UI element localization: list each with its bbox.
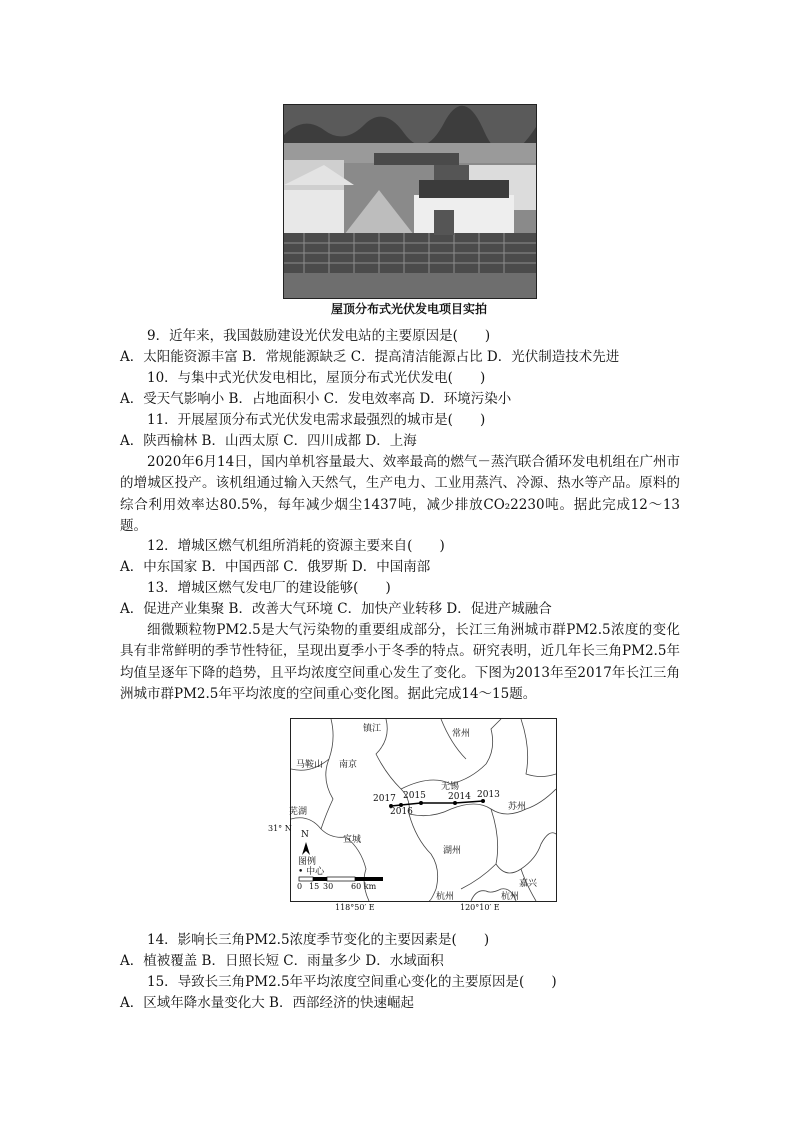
scale-tick-0: 0 <box>297 882 303 891</box>
label-wuhu: 芜湖 <box>289 807 308 817</box>
question-10-stem: 10．与集中式光伏发电相比，屋顶分布式光伏发电( ) <box>147 370 486 386</box>
question-13-options: A．促进产业集聚 B．改善大气环境 C．加快产业转移 D．促进产城融合 <box>120 601 552 617</box>
pm25-centroid-map <box>290 718 557 902</box>
lon-label-west: 118°50′ E <box>335 903 375 912</box>
label-jiaxing: 嘉兴 <box>519 879 538 889</box>
question-10-options: A．受天气影响小 B．占地面积小 C．发电效率高 D．环境污染小 <box>120 391 512 407</box>
lat-label: 31° N <box>268 824 292 833</box>
label-xuancheng: 宣城 <box>343 835 362 845</box>
question-11-options: A．陕西榆林 B．山西太原 C．四川成都 D．上海 <box>120 433 417 449</box>
question-13-stem: 13．增城区燃气发电厂的建设能够( ) <box>147 580 391 596</box>
year-2014: 2014 <box>448 792 471 802</box>
passage-pm25: 细微颗粒物PM2.5是大气污染物的重要组成部分，长江三角洲城市群PM2.5浓度的变化具有非常鲜明的季节性特征，呈现出夏季小于冬季的特点。研究表明，近几年长三角PM2.5年均值呈逐年下降的趋势，且平均浓度空间重心发生了变化。下图为2013年至2017年长江三角洲城市群PM2.5年平均浓度的空间重心变化图。据此完成14～15题。 <box>120 622 680 702</box>
legend-center-item: • 中心 <box>298 867 325 877</box>
question-15-options: A．区域年降水量变化大 B．西部经济的快速崛起 <box>120 995 414 1011</box>
north-label: N <box>301 830 309 840</box>
question-15-stem: 15．导致长三角PM2.5年平均浓度空间重心变化的主要原因是( ) <box>147 974 557 990</box>
scale-tick-30: 30 <box>323 882 334 891</box>
question-9-stem: 9．近年来，我国鼓励建设光伏发电站的主要原因是( ) <box>147 328 491 344</box>
label-hangzhou-1: 杭州 <box>436 892 455 902</box>
passage-gas-power: 2020年6月14日，国内单机容量最大、效率最高的燃气－蒸汽联合循环发电机组在广州市的增城区投产。该机组通过输入天然气，生产电力、工业用蒸汽、冷源、热水等产品。原料的综合利用效率达80.5%，每年减少烟尘1437吨，减少排放CO₂2230吨。据此完成12～13题。 <box>120 454 680 534</box>
legend-title: 图例 <box>298 857 317 867</box>
question-9-options: A．太阳能资源丰富 B．常规能源缺乏 C．提高清洁能源占比 D．光伏制造技术先进 <box>120 349 620 365</box>
label-changzhou: 常州 <box>452 729 471 739</box>
label-suzhou: 苏州 <box>508 802 527 812</box>
label-wuxi: 无锡 <box>441 782 460 792</box>
year-2016: 2016 <box>390 807 413 817</box>
question-12-options: A．中东国家 B．中国西部 C．俄罗斯 D．中国南部 <box>120 559 431 575</box>
question-14-stem: 14．影响长三角PM2.5浓度季节变化的主要因素是( ) <box>147 932 490 948</box>
solar-rooftop-photo <box>283 104 537 299</box>
year-2015: 2015 <box>403 791 426 801</box>
label-maanshan: 马鞍山 <box>296 760 324 770</box>
scale-tick-15: 15 <box>309 882 320 891</box>
question-14-options: A．植被覆盖 B．日照长短 C．雨量多少 D．水域面积 <box>120 953 444 969</box>
label-huzhou: 湖州 <box>443 846 462 856</box>
scale-tick-60km: 60 km <box>351 882 377 891</box>
scale-bar <box>299 877 383 881</box>
year-2017: 2017 <box>373 794 396 804</box>
question-12-stem: 12．增城区燃气机组所消耗的资源主要来自( ) <box>147 538 445 554</box>
lon-label-east: 120°10′ E <box>460 903 500 912</box>
label-hangzhou-2: 杭州 <box>501 892 520 902</box>
question-11-stem: 11．开展屋顶分布式光伏发电需求最强烈的城市是( ) <box>147 412 486 428</box>
label-zhenjiang: 镇江 <box>363 724 382 734</box>
year-2013: 2013 <box>477 790 500 800</box>
photo-caption: 屋顶分布式光伏发电项目实拍 <box>330 302 487 316</box>
label-nanjing: 南京 <box>339 760 358 770</box>
